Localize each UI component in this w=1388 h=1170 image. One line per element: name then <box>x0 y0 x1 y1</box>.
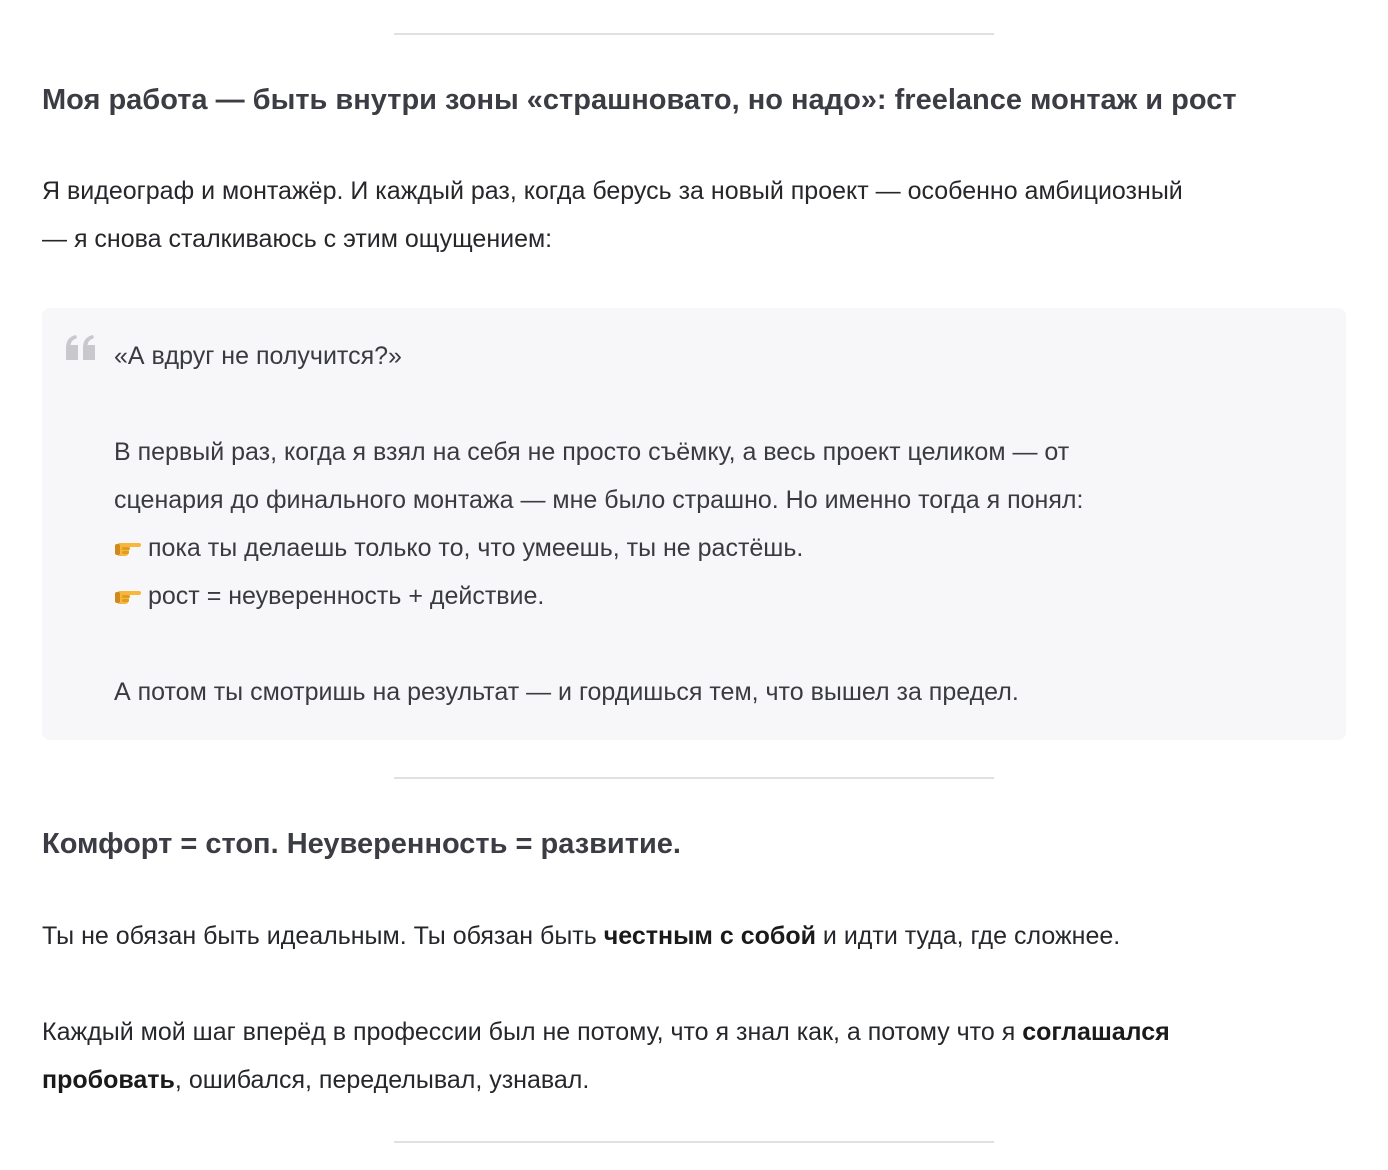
divider-bottom <box>394 1141 994 1143</box>
paragraph-honest <box>42 912 1346 960</box>
quote-bullet-1 <box>114 524 803 572</box>
divider-top <box>394 33 994 35</box>
blockquote <box>42 308 1346 740</box>
quote-bullet-2 <box>114 572 544 620</box>
intro-paragraph <box>42 167 1346 263</box>
quote-closing: А потом ты смотришь на результат — и гордишься тем, что вышел за предел. <box>114 678 1019 706</box>
quote-bullet-2-text: рост = неуверенность + действие. <box>148 582 545 610</box>
paragraph-steps <box>42 1008 1346 1104</box>
paragraph-steps-text-1: Каждый мой шаг вперёд в профессии был не потому, что я знал как, а потому что я <box>42 1018 1023 1046</box>
section-heading-work: Моя работа — быть внутри зоны «страшновато, но надо»: freelance монтаж и рост <box>42 84 1237 116</box>
paragraph-honest-text-2: и идти туда, где сложнее. <box>815 922 1121 950</box>
quote-text-line-1: В первый раз, когда я взял на себя не просто съёмку, а весь проект целиком — от <box>114 438 1070 466</box>
quote-icon <box>64 334 98 362</box>
paragraph-honest-bold: честным с собой <box>603 922 816 950</box>
pointing-hand-icon <box>114 586 142 606</box>
intro-line-1: Я видеограф и монтажёр. И каждый раз, когда берусь за новый проект — особенно амбициозный <box>42 177 1183 205</box>
quote-text-line-2: сценария до финального монтажа — мне было страшно. Но именно тогда я понял: <box>114 486 1084 514</box>
pointing-hand-icon <box>114 538 142 558</box>
divider-middle <box>394 777 994 779</box>
section-heading-comfort: Комфорт = стоп. Неуверенность = развитие. <box>42 828 681 860</box>
quote-bullet-1-text: пока ты делаешь только то, что умеешь, ты не растёшь. <box>148 534 804 562</box>
paragraph-steps-text-2: , ошибался, переделывал, узнавал. <box>174 1066 590 1094</box>
paragraph-honest-text-1: Ты не обязан быть идеальным. Ты обязан быть <box>42 922 604 950</box>
paragraph-steps-bold-1: соглашался <box>1022 1018 1170 1046</box>
quote-question: «А вдруг не получится?» <box>114 342 402 370</box>
intro-line-2: — я снова сталкиваюсь с этим ощущением: <box>42 225 553 253</box>
paragraph-steps-bold-2: пробовать <box>42 1066 175 1094</box>
